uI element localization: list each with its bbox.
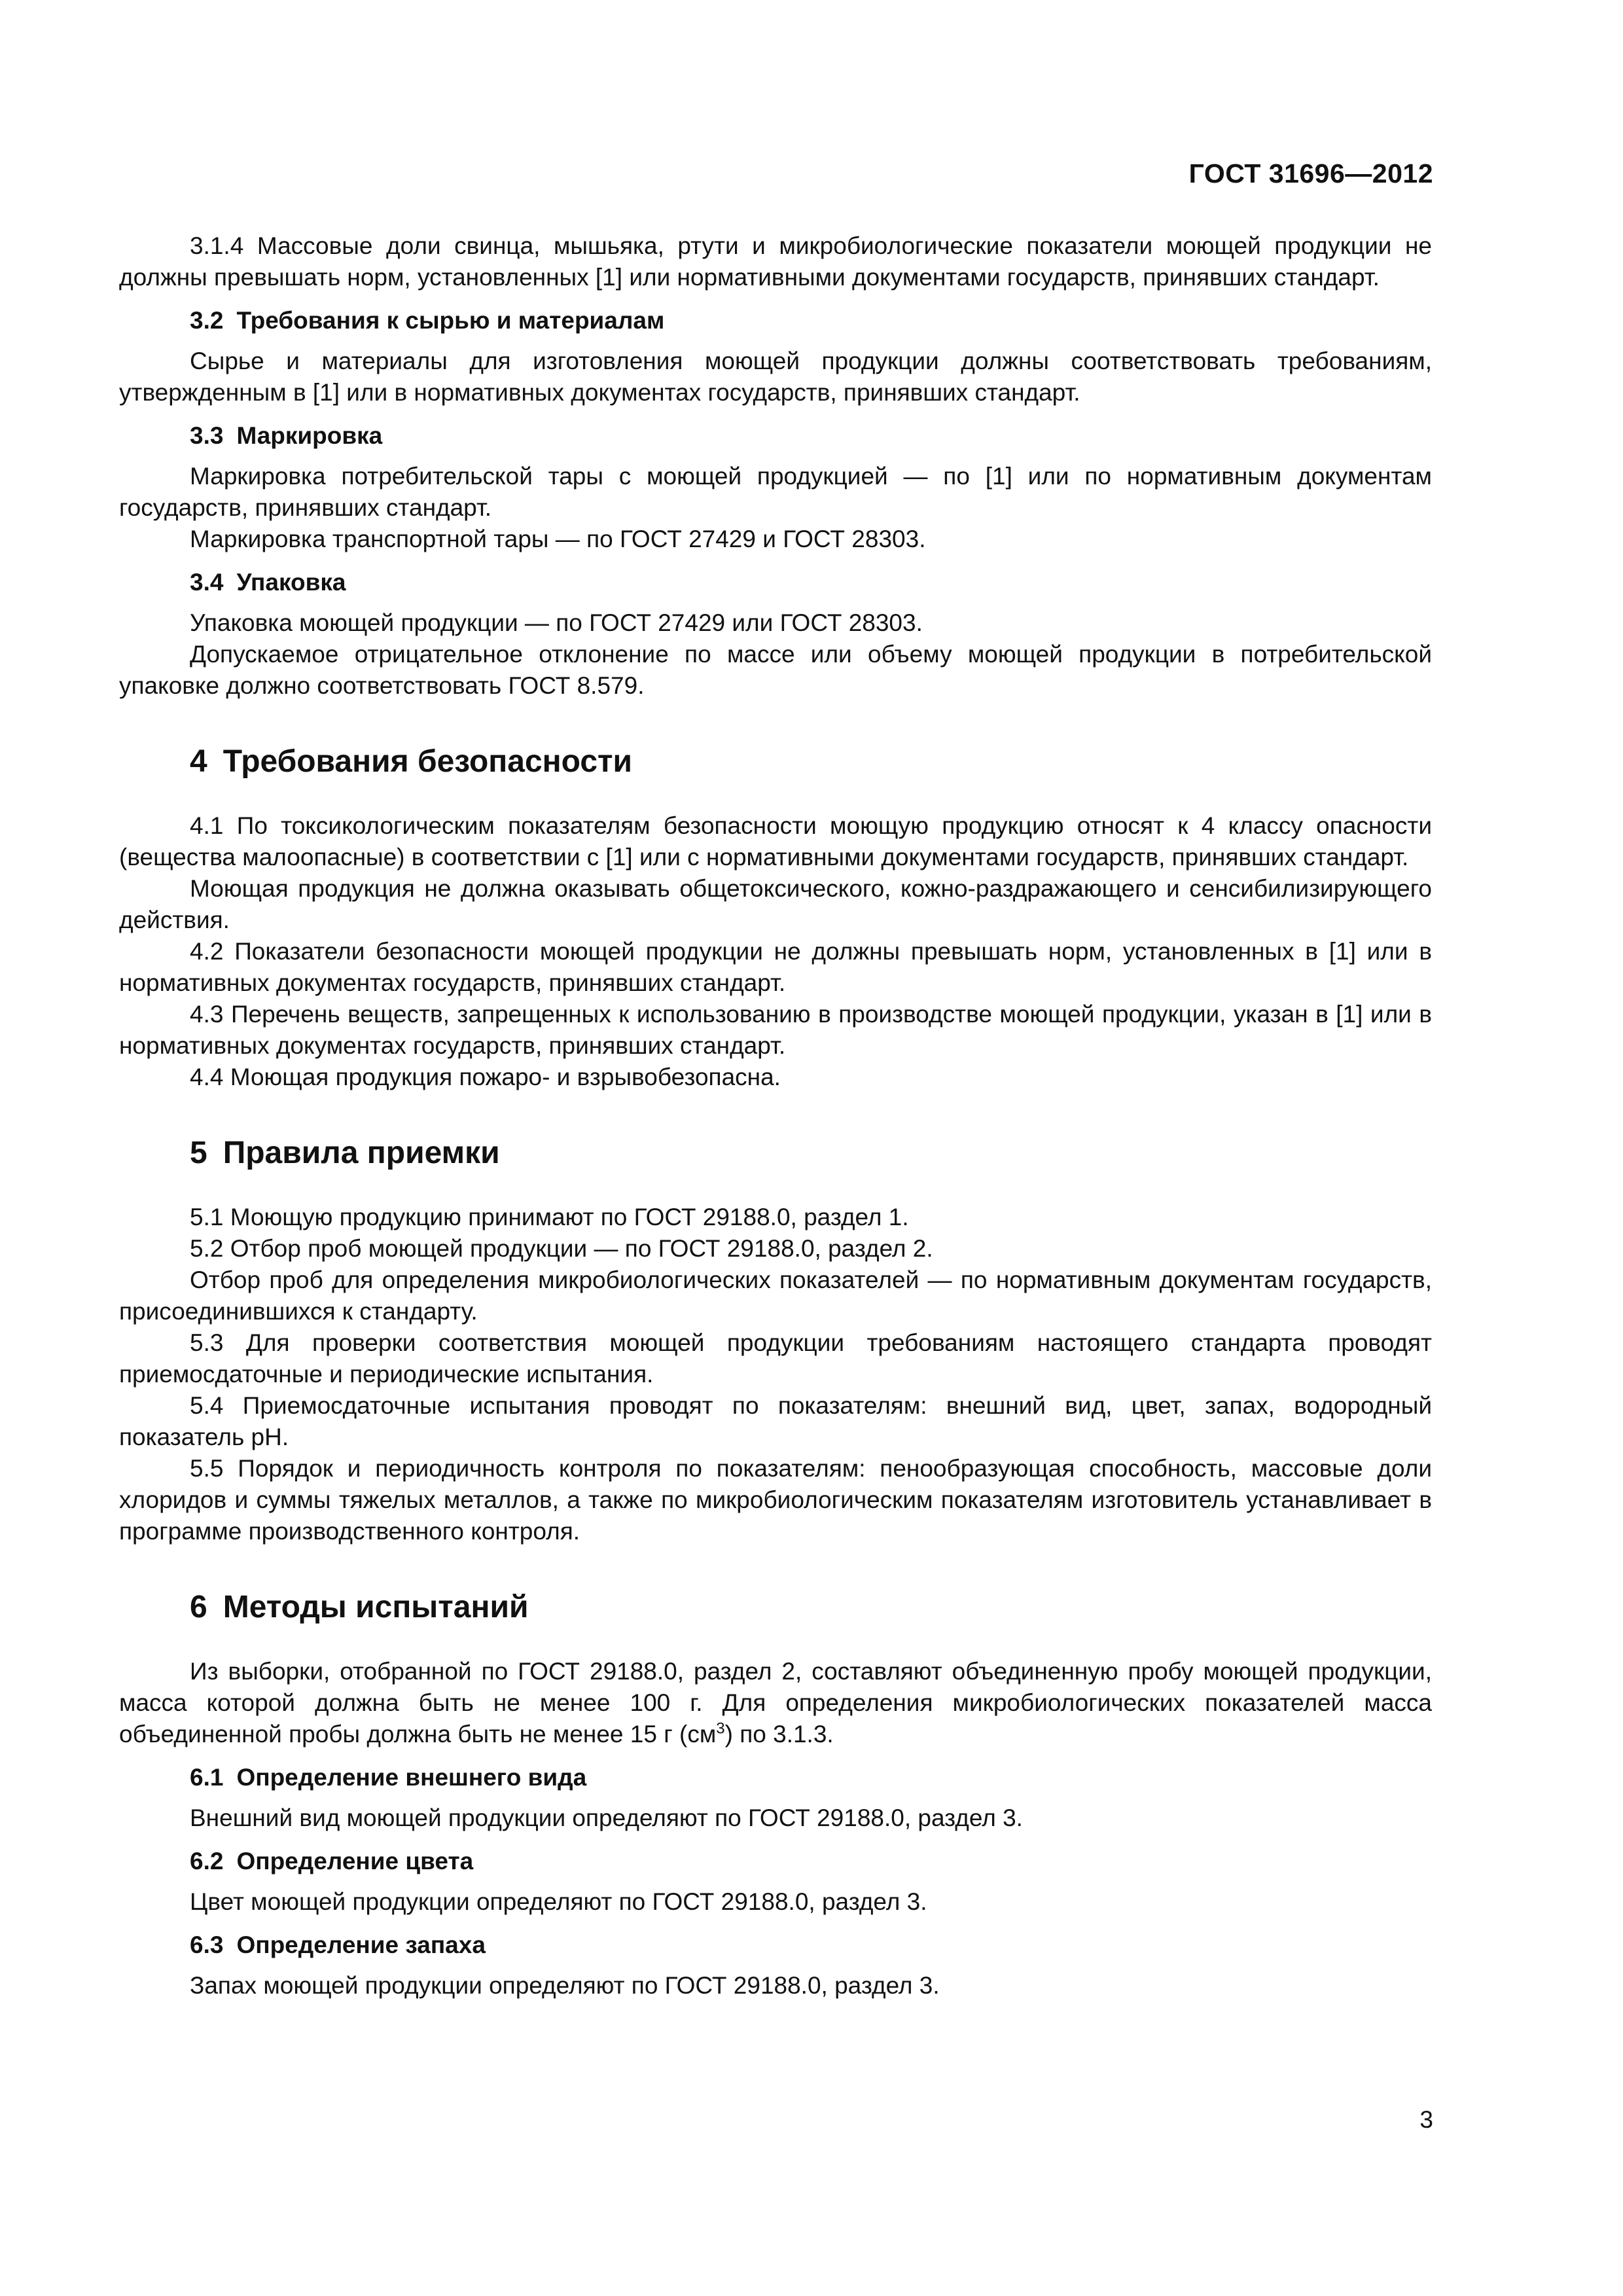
paragraph-6-2: Цвет моющей продукции определяют по ГОСТ 29188.0, раздел 3. xyxy=(190,1888,927,1915)
section-heading-5 xyxy=(119,1134,1432,1173)
cubic-superscript: 3 xyxy=(716,1719,725,1738)
subsection-heading-3-4 xyxy=(119,567,1432,598)
subsection-heading-3-3 xyxy=(119,420,1432,452)
subsection-title: Требования к сырью и материалам xyxy=(236,307,665,334)
subsection-title: Определение запаха xyxy=(236,1931,486,1958)
paragraph-4-2: 4.2 Показатели безопасности моющей продукции не должны превышать норм, установленных в [1] или в нормативных документах государств, принявших стандарт. xyxy=(119,938,1432,996)
subsection-number: 3.2 xyxy=(190,307,224,334)
subsection-number: 6.2 xyxy=(190,1848,224,1874)
paragraph-5-1: 5.1 Моющую продукцию принимают по ГОСТ 29188.0, раздел 1. xyxy=(190,1204,909,1230)
paragraph-3-1-4: 3.1.4 Массовые доли свинца, мышьяка, ртути и микробиологические показатели моющей продукции не должны превышать норм, установленных [1] или нормативными документами государств, принявших стандарт. xyxy=(119,232,1432,291)
subsection-number: 3.3 xyxy=(190,422,224,449)
subsection-heading-6-2 xyxy=(119,1846,1432,1877)
section-heading-4 xyxy=(119,742,1432,781)
subsection-title: Определение цвета xyxy=(236,1848,474,1874)
subsection-title: Упаковка xyxy=(236,569,346,596)
section-number: 6 xyxy=(190,1590,207,1624)
paragraph-3-4-packaging: Упаковка моющей продукции — по ГОСТ 27429 или ГОСТ 28303. xyxy=(190,609,923,636)
section-title: Методы испытаний xyxy=(223,1590,529,1624)
subsection-number: 6.1 xyxy=(190,1764,224,1791)
section-title: Правила приемки xyxy=(223,1136,500,1170)
paragraph-5-4: 5.4 Приемосдаточные испытания проводят по показателям: внешний вид, цвет, запах, водородный показатель pH. xyxy=(119,1392,1432,1450)
standard-code-header: ГОСТ 31696—2012 xyxy=(1188,158,1433,188)
subsection-number: 6.3 xyxy=(190,1931,224,1958)
paragraph-6-intro xyxy=(119,1656,1432,1750)
paragraph-3-4-tolerance: Допускаемое отрицательное отклонение по массе или объему моющей продукции в потребительской упаковке должно соответствовать ГОСТ 8.579. xyxy=(119,641,1432,699)
paragraph-5-5: 5.5 Порядок и периодичность контроля по показателям: пенообразующая способность, массовые доли хлоридов и суммы тяжелых металлов, а также по микробиологическим показателям изготовитель устанавливает в программе производственного контроля. xyxy=(119,1455,1432,1545)
subsection-title: Маркировка xyxy=(236,422,383,449)
paragraph-6-intro-text: Из выборки, отобранной по ГОСТ 29188.0, раздел 2, составляют объединенную пробу моющей продукции, масса которой должна быть не менее 100 г. Для определения микробиологических показателей масса объединенной пробы должна быть не менее 15 г (см xyxy=(119,1658,1432,1748)
paragraph-4-3: 4.3 Перечень веществ, запрещенных к использованию в производстве моющей продукции, указан в [1] или в нормативных документах государств, принявших стандарт. xyxy=(119,1001,1432,1059)
paragraph-4-4: 4.4 Моющая продукция пожаро- и взрывобезопасна. xyxy=(190,1064,781,1090)
section-heading-6 xyxy=(119,1588,1432,1627)
paragraph-4-1: 4.1 По токсикологическим показателям безопасности моющую продукцию относят к 4 классу опасности (вещества малоопасные) в соответствии с [1] или с нормативными документами государств, принявших стандарт. xyxy=(119,812,1432,870)
section-title: Требования безопасности xyxy=(223,744,633,779)
paragraph-6-3: Запах моющей продукции определяют по ГОСТ 29188.0, раздел 3. xyxy=(190,1972,940,1999)
section-number: 4 xyxy=(190,744,207,779)
subsection-number: 3.4 xyxy=(190,569,224,596)
paragraph-5-2: 5.2 Отбор проб моющей продукции — по ГОСТ 29188.0, раздел 2. xyxy=(190,1235,933,1262)
paragraph-3-3-transport-marking: Маркировка транспортной тары — по ГОСТ 27429 и ГОСТ 28303. xyxy=(190,526,926,552)
subsection-heading-6-3 xyxy=(119,1929,1432,1961)
paragraph-6-1: Внешний вид моющей продукции определяют по ГОСТ 29188.0, раздел 3. xyxy=(190,1804,1023,1831)
subsection-heading-6-1 xyxy=(119,1762,1432,1793)
paragraph-3-3-consumer-marking: Маркировка потребительской тары с моющей продукцией — по [1] или по нормативным документам государств, принявших стандарт. xyxy=(119,463,1432,521)
page-body xyxy=(119,230,1432,2001)
paragraph-3-2: Сырье и материалы для изготовления моющей продукции должны соответствовать требованиям, утвержденным в [1] или в нормативных документах государств, принявших стандарт. xyxy=(119,348,1432,406)
paragraph-6-intro-tail: ) по 3.1.3. xyxy=(724,1721,834,1748)
paragraph-5-2-continuation: Отбор проб для определения микробиологических показателей — по нормативным документам государств, присоединившихся к стандарту. xyxy=(119,1266,1432,1325)
subsection-heading-3-2 xyxy=(119,305,1432,336)
paragraph-5-3: 5.3 Для проверки соответствия моющей продукции требованиям настоящего стандарта проводят приемосдаточные и периодические испытания. xyxy=(119,1329,1432,1388)
subsection-title: Определение внешнего вида xyxy=(236,1764,587,1791)
section-number: 5 xyxy=(190,1136,207,1170)
paragraph-4-1-continuation: Моющая продукция не должна оказывать общетоксического, кожно-раздражающего и сенсибилизирующего действия. xyxy=(119,875,1432,933)
page-number: 3 xyxy=(1419,2106,1433,2133)
